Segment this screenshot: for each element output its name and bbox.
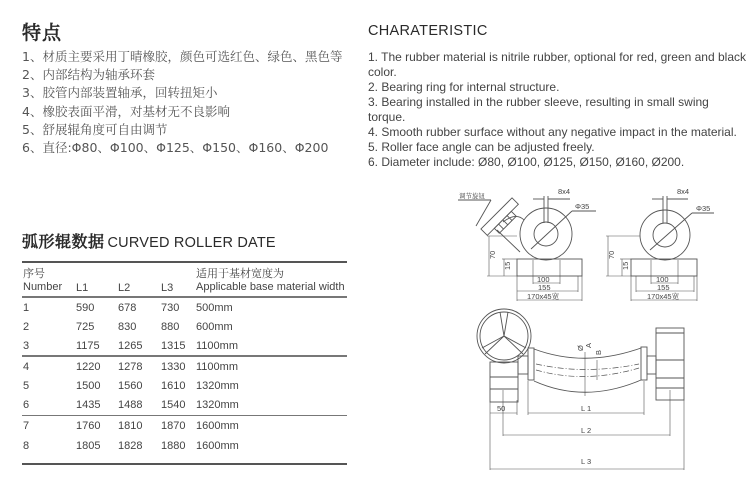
- keyway-label-2: 8x4: [677, 187, 690, 196]
- features-cn-item: 4、橡胶表面平滑，对基材无不良影响: [22, 103, 230, 119]
- header-width: 适用于基材宽度为 Applicable base material width: [196, 268, 345, 293]
- table-row: 1 590 678 730 500mm: [23, 301, 233, 314]
- b-label: B: [594, 349, 603, 355]
- height-70-label-2: 70: [607, 250, 616, 259]
- header-l1: L1: [76, 282, 89, 294]
- base-label-2: 170x45宽: [647, 292, 680, 301]
- features-cn-item: 6、直径:Φ80、Φ100、Φ125、Φ150、Φ160、Φ200: [22, 139, 329, 155]
- phi-label: Ø: [576, 345, 585, 351]
- table-row: 2 725 830 880 600mm: [23, 320, 233, 333]
- l1-label: L 1: [581, 404, 592, 413]
- table-row: 4 1220 1278 1330 1100mm: [23, 360, 238, 373]
- features-en-item: 4. Smooth rubber surface without any negative impact in the material.: [368, 125, 737, 139]
- height-15-label: 15: [503, 261, 512, 270]
- base-label: 170x45宽: [527, 292, 560, 301]
- header-l2: L2: [118, 282, 131, 294]
- l3-label: L 3: [581, 457, 592, 466]
- table-row: 5 1500 1560 1610 1320mm: [23, 380, 239, 393]
- table-row: 3 1175 1265 1315 1100mm: [23, 340, 238, 353]
- dim-100-label: 100: [537, 275, 550, 284]
- features-cn-item: 3、胶管内部装置轴承，回转扭矩小: [22, 85, 218, 101]
- table-row: 7 1760 1810 1870 1600mm: [23, 420, 239, 433]
- table-row: 6 1435 1488 1540 1320mm: [23, 399, 239, 412]
- keyway-label: 8x4: [558, 187, 571, 196]
- features-cn-title: 特点: [22, 22, 63, 44]
- features-cn-item: 2、内部结构为轴承环套: [22, 67, 155, 83]
- features-en-item: 2. Bearing ring for internal structure.: [368, 80, 560, 94]
- features-cn-item: 1、材质主要采用丁晴橡胶，颜色可选红色、绿色、黑色等: [22, 49, 343, 64]
- side-view-with-knob: [458, 196, 596, 301]
- features-en-item: 1. The rubber material is nitrile rubber, optional for red, green and black color.: [368, 50, 746, 79]
- features-en-item: 6. Diameter include: Ø80, Ø100, Ø125, Ø150, Ø160, Ø200.: [368, 155, 685, 169]
- bore-label: Φ35: [575, 202, 590, 211]
- knob-label: 调节旋钮: [459, 193, 485, 200]
- header-l3: L3: [161, 282, 174, 294]
- bore-label-2: Φ35: [696, 204, 711, 213]
- dim-155-label: 155: [538, 283, 551, 292]
- table-title-en: CURVED ROLLER DATE: [107, 235, 276, 251]
- features-en-title: CHARATERISTIC: [368, 23, 488, 39]
- features-cn-item: 5、舒展辊角度可自由调节: [22, 121, 168, 137]
- table-title-cn: 弧形辊数据: [22, 232, 105, 251]
- front-view: [477, 309, 684, 470]
- dim-50-label: 50: [497, 404, 506, 413]
- l2-label: L 2: [581, 426, 592, 435]
- features-en-item: 5. Roller face angle can be adjusted freely.: [368, 140, 595, 154]
- dim-100-label-2: 100: [656, 275, 669, 284]
- a-label: A: [584, 342, 593, 348]
- height-70-label: 70: [488, 250, 497, 259]
- header-number: 序号 Number: [23, 268, 63, 293]
- features-en-item: 3. Bearing installed in the rubber sleeve, resulting in small swing torque.: [368, 95, 709, 124]
- table-row: 8 1805 1828 1880 1600mm: [23, 439, 239, 452]
- dim-155-label-2: 155: [657, 283, 670, 292]
- height-15-label-2: 15: [621, 261, 630, 270]
